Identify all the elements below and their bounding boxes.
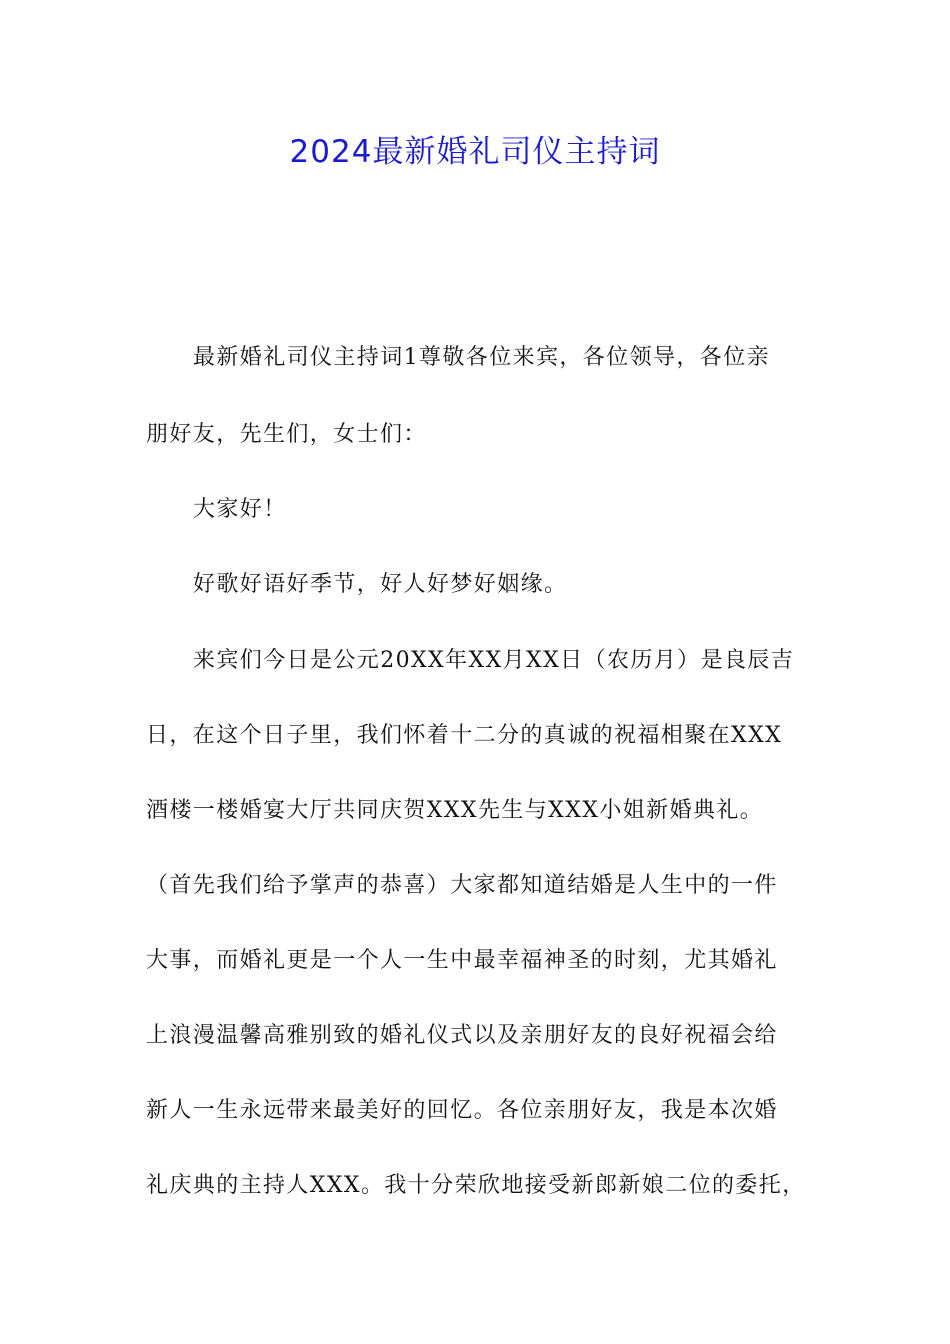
paragraph-line-3: 大家好！ [193,497,287,522]
paragraph-line-8: （首先我们给予掌声的恭喜）大家都知道结婚是人生中的一件 [146,873,778,898]
paragraph-line-2: 朋好友，先生们，女士们： [146,422,427,447]
paragraph-line-1: 最新婚礼司仪主持词1尊敬各位来宾，各位领导，各位亲 [193,345,770,370]
paragraph-line-12: 礼庆典的主持人XXX。我十分荣欣地接受新郎新娘二位的委托， [146,1173,806,1198]
paragraph-line-4: 好歌好语好季节，好人好梦好姻缘。 [193,572,568,597]
paragraph-line-10: 上浪漫温馨高雅别致的婚礼仪式以及亲朋好友的良好祝福会给 [146,1023,778,1048]
paragraph-line-5: 来宾们今日是公元20XX年XX月XX日（农历月）是良辰吉 [193,648,795,673]
paragraph-line-11: 新人一生永远带来最美好的回忆。各位亲朋好友，我是本次婚 [146,1098,778,1123]
paragraph-line-6: 日，在这个日子里，我们怀着十二分的真诚的祝福相聚在XXX [146,723,783,748]
paragraph-line-9: 大事，而婚礼更是一个人一生中最幸福神圣的时刻，尤其婚礼 [146,948,778,973]
document-title: 2024最新婚礼司仪主持词 [289,134,661,170]
paragraph-line-7: 酒楼一楼婚宴大厅共同庆贺XXX先生与XXX小姐新婚典礼。 [146,798,764,823]
